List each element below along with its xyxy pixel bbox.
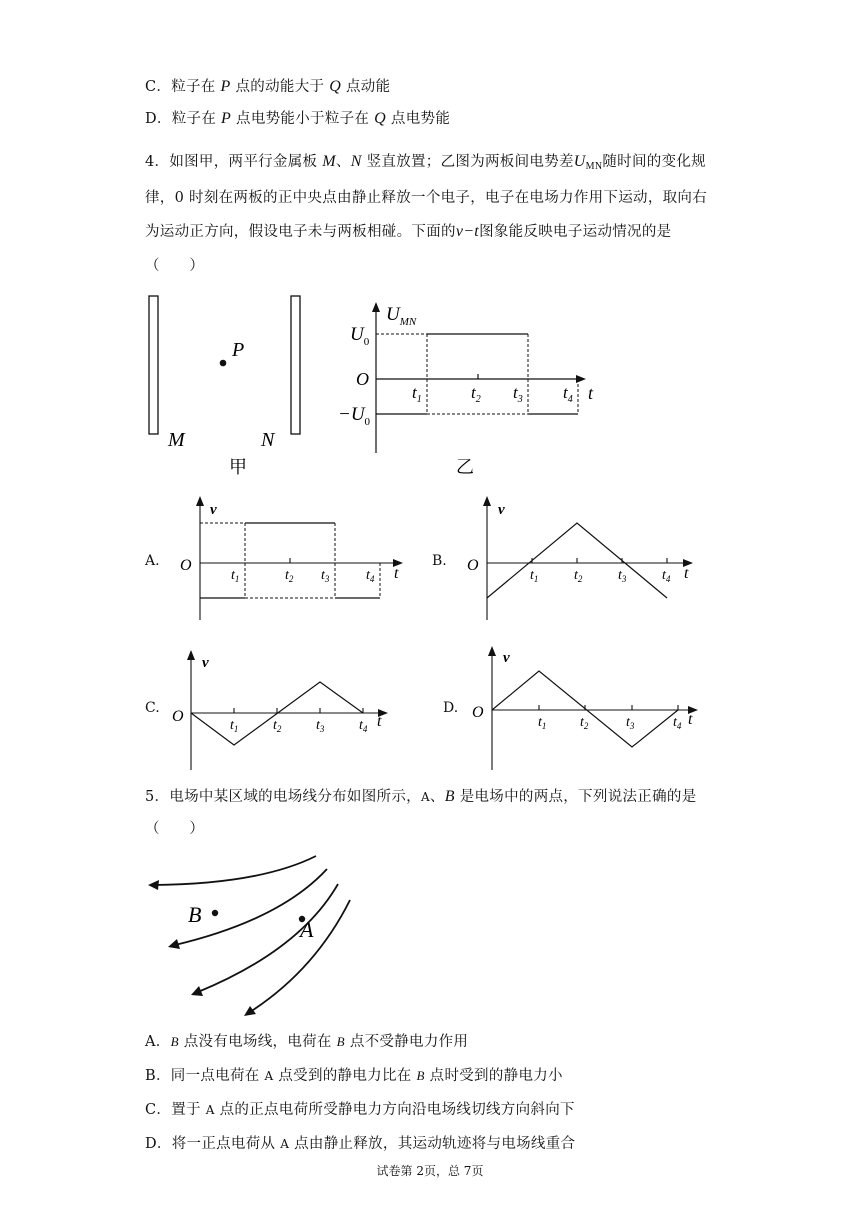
tick-label-t2: $t_2$: [580, 715, 589, 731]
tick-label-t1: $t_1$: [530, 568, 539, 584]
tick-label-t4: $t_4$: [366, 568, 375, 584]
q4-stem-line2: 律，0 时刻在两板的正中央点由静止释放一个电子，电子在电场力作用下运动，取向右: [145, 190, 708, 206]
q3-option-c: C．粒子在 P 点的动能大于 Q 点动能: [145, 78, 391, 95]
tick-label-t4: $t_4$: [662, 568, 671, 584]
q4-option-b-graph: [460, 490, 700, 630]
plate-n: [291, 296, 300, 434]
tick-label-t1: $t_1$: [412, 383, 422, 405]
figure-jia-plates: [140, 290, 310, 480]
field-line-1: [154, 856, 316, 885]
tick-label-t4: $t_4$: [359, 718, 368, 734]
q4-answer-paren: （ ）: [145, 258, 205, 274]
q4-stem-line1: 4．如图甲，两平行金属板 M、N 竖直放置；乙图为两板间电势差$U_{MN}$随时间的变化规: [145, 153, 706, 172]
label-t: t: [377, 713, 382, 730]
q4-option-d-label: D.: [443, 700, 459, 716]
tick-label-t3: $t_3$: [316, 718, 325, 734]
q5-field-lines-figure: [140, 850, 370, 1020]
tick-label-t2: $t_2$: [471, 383, 481, 405]
caption-yi: 乙: [456, 457, 474, 477]
tick-label-t2: $t_2$: [273, 718, 282, 734]
label-b: B: [188, 902, 202, 927]
q5-option-b: B．同一点电荷在 A 点受到的静电力比在 B 点时受到的静电力小: [145, 1068, 563, 1084]
tick-label-t3: $t_3$: [626, 715, 635, 731]
label-v: v: [503, 650, 510, 666]
q4-option-a-label: A.: [145, 553, 160, 569]
tick-label-t3: $t_3$: [321, 568, 330, 584]
label-t: t: [684, 565, 689, 582]
y-arrow-icon: [483, 496, 491, 506]
tick-label-t4: $t_4$: [563, 383, 573, 405]
page-footer: 试卷第 2页，总 7页: [376, 1164, 484, 1178]
label-v: v: [498, 502, 505, 518]
q5-option-c: C．置于 A 点的正点电荷所受静电力方向沿电场线切线方向斜向下: [145, 1102, 575, 1118]
label-origin: O: [356, 369, 369, 389]
label-origin: O: [472, 704, 484, 721]
field-line-3: [198, 884, 338, 992]
tick-label-t4: $t_4$: [673, 715, 682, 731]
arrowhead-icon-2: [168, 939, 180, 949]
label-origin: O: [180, 557, 192, 574]
point-p: [220, 360, 227, 367]
tick-label-t1: $t_1$: [230, 718, 239, 734]
q4-option-d-graph: [468, 640, 708, 775]
q4-stem-line3: 为运动正方向，假设电子未与两板相碰。下面的v−t图象能反映电子运动情况的是: [145, 223, 672, 240]
label-a: A: [300, 917, 314, 942]
y-arrow-icon: [187, 650, 195, 660]
label-v: v: [210, 502, 217, 518]
q4-option-a-graph: [170, 490, 410, 630]
caption-jia: 甲: [229, 457, 247, 477]
y-arrow-icon: [196, 496, 204, 506]
point-b-dot: [212, 910, 218, 916]
q4-option-c-graph: [170, 640, 400, 775]
tick-label-t2: $t_2$: [285, 568, 294, 584]
label-t: t: [588, 383, 594, 403]
tick-label-t2: $t_2$: [574, 568, 583, 584]
figure-yi-voltage: [330, 290, 620, 480]
q4-option-c-label: C.: [145, 700, 160, 716]
label-neg-u0: $-U_0$: [338, 404, 371, 428]
label-m: M: [168, 429, 185, 451]
tick-label-t3: $t_3$: [618, 568, 627, 584]
y-label: $U_{MN}$: [386, 304, 417, 328]
label-origin: O: [172, 708, 184, 725]
plate-m: [149, 296, 158, 434]
tick-label-t1: $t_1$: [538, 715, 547, 731]
arrowhead-icon-1: [148, 880, 159, 890]
label-p: P: [232, 339, 245, 361]
label-u0: $U_0$: [350, 324, 370, 348]
label-origin: O: [467, 557, 479, 574]
q5-option-a: A．B 点没有电场线，电荷在 B 点不受静电力作用: [145, 1034, 469, 1050]
arrowhead-icon-4: [244, 1006, 256, 1016]
y-arrow-icon: [488, 646, 496, 656]
q5-stem-line1: 5．电场中某区域的电场线分布如图所示，A、B 是电场中的两点，下列说法正确的是: [145, 788, 697, 805]
label-n: N: [261, 429, 275, 451]
q5-answer-paren: （ ）: [145, 821, 205, 837]
label-t: t: [394, 565, 399, 582]
q4-option-b-label: B.: [432, 553, 447, 569]
q3-option-d: D．粒子在 P 点电势能小于粒子在 Q 点电势能: [145, 110, 451, 127]
q5-option-d: D．将一正点电荷从 A 点由静止释放，其运动轨迹将与电场线重合: [145, 1136, 576, 1152]
y-arrow-icon: [372, 302, 380, 312]
label-t: t: [688, 711, 693, 728]
label-v: v: [202, 655, 209, 671]
tick-label-t3: $t_3$: [513, 383, 523, 405]
tick-label-t1: $t_1$: [231, 568, 240, 584]
